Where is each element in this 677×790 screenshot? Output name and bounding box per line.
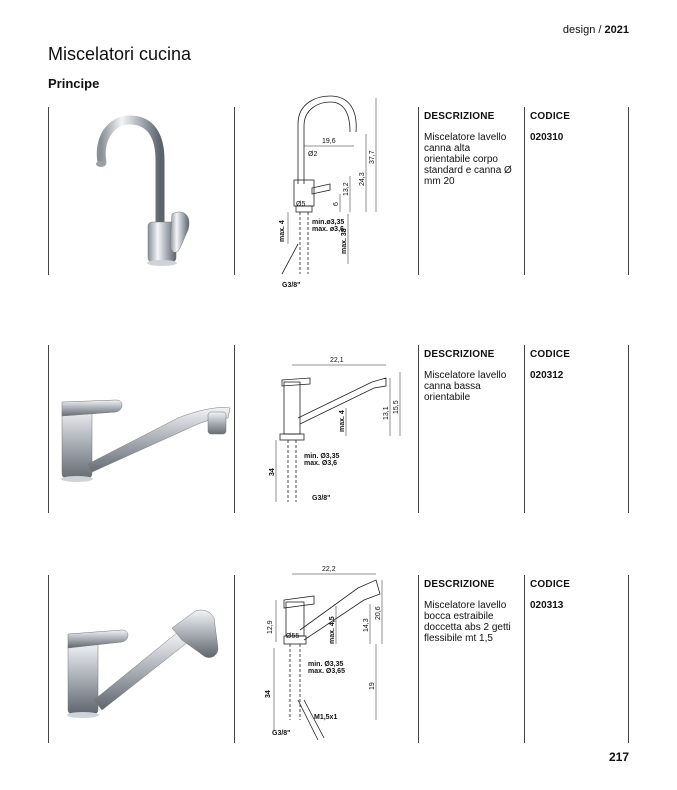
divider (234, 107, 235, 275)
dim-label: 12,9 (267, 620, 274, 634)
divider (48, 575, 49, 743)
code-heading: CODICE (530, 579, 571, 590)
dim-label: max. ø3,6 (312, 226, 344, 233)
product-photo-low-spout (58, 388, 238, 488)
product-photo-high-spout (80, 110, 210, 270)
dim-label: min. Ø3,35 (304, 453, 340, 460)
dim-label: max. 38 (341, 228, 348, 254)
divider (418, 107, 419, 275)
dim-label: Ø2 (308, 151, 318, 158)
dim-label: 37,7 (369, 150, 376, 164)
dim-label: max. 4 (279, 220, 286, 242)
dim-label: max. 4 (339, 410, 346, 432)
dim-label: 14,3 (363, 618, 370, 632)
dim-label: Ø5 (296, 201, 306, 208)
dim-label: 22,2 (322, 566, 336, 573)
description-heading: DESCRIZIONE (424, 111, 495, 122)
product-code: 020312 (530, 370, 564, 381)
dim-label: 34 (265, 690, 272, 698)
technical-drawing-pull-out-spout (258, 560, 408, 750)
description-heading: DESCRIZIONE (424, 579, 495, 590)
dim-label: max. Ø3,6 (304, 460, 338, 467)
product-code: 020313 (530, 600, 564, 611)
divider (418, 345, 419, 513)
dim-label: 13,1 (383, 406, 390, 420)
dim-label: min.ø3,35 (312, 219, 345, 226)
catalog-year: 2021 (604, 24, 629, 36)
brand-label: design / (562, 24, 602, 36)
technical-drawing-low-spout (262, 352, 412, 512)
divider (234, 575, 235, 743)
dim-label: M1,5x1 (314, 714, 338, 721)
divider (628, 107, 629, 275)
dim-label: 22,1 (330, 357, 344, 364)
series-name: Principe (48, 76, 100, 91)
description-heading: DESCRIZIONE (424, 349, 495, 360)
product-code: 020310 (530, 132, 564, 143)
divider (628, 345, 629, 513)
dim-label: G3/8" (282, 282, 301, 289)
dim-label: 19 (369, 682, 376, 690)
dim-label: 15,5 (393, 400, 400, 414)
dim-label: 24,3 (359, 172, 366, 186)
divider (48, 345, 49, 513)
dim-label: 6 (333, 202, 340, 206)
code-heading: CODICE (530, 349, 571, 360)
divider (48, 107, 49, 275)
dim-label: Ø55 (286, 633, 300, 640)
divider (524, 107, 525, 275)
dim-label: G3/8" (312, 495, 331, 502)
divider (418, 575, 419, 743)
product-description: Miscelatore lavello bocca estraibile doccetta abs 2 getti flessibile mt 1,5 (424, 600, 511, 644)
code-heading: CODICE (530, 111, 571, 122)
technical-drawing-high-spout (268, 94, 398, 294)
page-title: Miscelatori cucina (48, 44, 192, 64)
dim-label: 19,6 (322, 138, 336, 145)
dim-label: 34 (269, 468, 276, 476)
dim-label: 20,6 (375, 606, 382, 620)
product-description: Miscelatore lavello canna bassa orientabile (424, 370, 507, 403)
dim-label: G3/8" (272, 730, 291, 737)
product-photo-pull-out-spout (62, 608, 222, 728)
dim-label: max. Ø3,65 (308, 668, 345, 675)
dim-label: min. Ø3,35 (308, 661, 344, 668)
brand-header (563, 24, 629, 36)
product-description: Miscelatore lavello canna alta orientabile corpo standard e canna Ø mm 20 (424, 132, 512, 187)
divider (628, 575, 629, 743)
page-number: 217 (608, 750, 629, 764)
dim-label: max. 4,5 (329, 616, 336, 644)
divider (524, 345, 525, 513)
dim-label: 13,2 (343, 182, 350, 196)
divider (524, 575, 525, 743)
